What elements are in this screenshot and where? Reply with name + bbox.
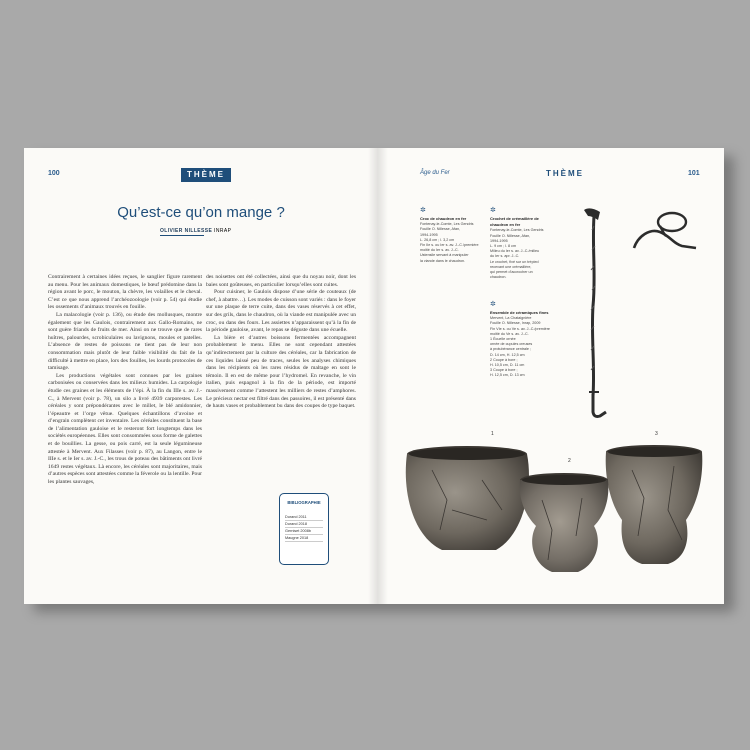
author-rule [160, 235, 204, 236]
right-page [378, 148, 724, 604]
caption-line: la viande dans le chaudron. [420, 258, 466, 263]
text-column-1 [48, 274, 202, 487]
caption-title: Crochet de crémaillère de chaudron en fer [490, 216, 539, 228]
caption-line: du Ier s. apr. J.-C. [490, 254, 520, 259]
book-gutter [368, 148, 388, 604]
page-title: Qu’est-ce qu’on mange ? [117, 204, 285, 221]
bibliography-item: Durand 2018 [285, 521, 323, 528]
bibliography-item: Durand 2011 [285, 514, 323, 521]
bibliography-item: Gerniset 2008b [285, 528, 323, 535]
caption-line: Le crochet, fixé sur un trépied [490, 259, 539, 264]
photo-label: 3 [655, 431, 658, 437]
caption-line: H. 10,5 cm, D. 11 cm [490, 363, 525, 368]
caption-line: à protubérance centrale ; [490, 347, 531, 352]
ceramics-photo [392, 440, 722, 590]
caption-line: Fouille O. Nillesse, Inrap, 2009 [490, 321, 541, 326]
caption-line: Ustensile servant à manipuler [420, 253, 469, 258]
caption-line: 2 Coupe à bore ; [490, 357, 518, 362]
bibliography-title: BIBLIOGRAPHIE [287, 500, 321, 505]
caption-line: ornée de cupules creuses [490, 342, 533, 347]
photo-label: 2 [568, 458, 571, 464]
bibliography-list [285, 514, 323, 542]
iron-crochet-image [630, 206, 700, 256]
text-column-2 [206, 274, 356, 411]
caption-line: Fin VIe s. ou Ve s. av. J.-C./première [490, 326, 550, 331]
theme-heading: THÈME [546, 169, 584, 178]
theme-badge: THÈME [181, 168, 231, 182]
caption-line: Mervent, La Chataignière [490, 316, 532, 321]
paragraph: des noisettes ont été collectées, ainsi que du noyau noir, dont les baies sont goûteuses, en particulier lorsqu’elles sont cuites. [206, 274, 356, 288]
caption-line: 1994-1995 [490, 238, 508, 243]
paragraph: La malacologie (voir p. 136), ou étude des mollusques, montre également que les Gaulois, contrairement aux Gallo-Romains, ne sont guère friands de fruits de mer. Ainsi on ne trouve que de rares huîtres, palourdes, scrobiculaires ou lavignons, moules et patelles. L’absence de restes de poissons ne tient pas de leur non consommation mais plutôt de leur faible visibilité du fait de la difficulté à mettre en place, lors des fouilles, les lourds protocoles de tamisage. [48, 311, 202, 372]
caption-line: Fontenay-le-Comte, Les Gendris [490, 228, 544, 233]
caption-line: 1994-1995 [420, 232, 438, 237]
paragraph: Contrairement à certaines idées reçues, le sanglier figure rarement au menu. Pour les animaux domestiques, le bœuf prédomine dans la région avant le porc, le mouton, la chèvre, les volailles et le cheval. C’est ce que nous apprend l’archéozoologie (voir p. 54) qui étudie les ossements d’animaux trouvés en fouille. [48, 274, 202, 311]
caption-line: Fin IIe s. ou Ier s. av. J.-C./première [420, 243, 479, 248]
star-icon: ✲ [420, 207, 426, 214]
caption-line: 3 Coupe à bore ; [490, 368, 518, 373]
caption-line: D. 14 cm, H. 12,5 cm [490, 352, 525, 357]
caption-line: L. 9 cm ; l. 8 cm [490, 244, 517, 249]
caption-title: Ensemble de céramiques fines [490, 310, 549, 315]
caption-line: Fouille O. Nillesse, Afan, [490, 233, 531, 238]
caption-line: moitié du Ier s. av. J.-C. [420, 248, 459, 253]
caption-line: chaudron. [490, 275, 507, 280]
caption-line: Fontenay-le-Comte, Les Gendris [420, 222, 474, 227]
caption-line: moitié du Ve s. av. J.-C. [490, 331, 529, 336]
paragraph: La bière et d’autres boissons fermentées accompagnent probablement le menu. Elles ne sont cependant attestées qu’indirectement par la culture des céréales, car la fabrication de ces liquides laissé peu de traces, seules les analyses chimiques dans les récipients où les rares résidus de maltage en sont le témoin. Il en est de même pour l’hydromel. En revanche, le vin italien, puis espagnol à la fin de la période, est importé massivement comme l’attestent les milliers de restes d’amphores. Le précieux nectar est filtré dans des passoires, il est présenté dans de hauts vases et probablement bu dans des coupes de type baquet. [206, 334, 356, 410]
author-affiliation: INRAP [214, 228, 232, 234]
photo-label: 1 [491, 431, 494, 437]
star-icon: ✲ [490, 301, 496, 308]
caption-2 [490, 216, 556, 280]
iron-hook-image [578, 206, 618, 426]
caption-line: Fouille O. Nillesse, Afan, [420, 227, 461, 232]
star-icon: ✲ [490, 207, 496, 214]
author [160, 228, 231, 234]
caption-line: Milieu du Ier s. av. J.-C./milieu [490, 249, 540, 254]
caption-line: H. 12,5 cm, D. 13 cm [490, 373, 525, 378]
caption-1 [420, 216, 484, 264]
caption-title: Croc de chaudron en fer [420, 216, 467, 221]
author-name: OLIVIER NILLESSE [160, 228, 213, 234]
running-head: Âge du Fer [420, 170, 450, 176]
page-number: 100 [48, 170, 60, 177]
paragraph: Pour cuisiner, le Gaulois dispose d’une série de couteaux (de chef, à abattre…). Les modes de cuisson sont variés : dans le foyer sur une plaque de terre cuite, dans des vases réservés à cet effet, sur des grils, dans le chaudron, où la viande est manipulée avec un croc, ou dans des fours. Les assiettes n’apparaissent qu’à la fin de la période gauloise, avant, le repas se déguste dans une écuelle. [206, 289, 356, 334]
paragraph: Les productions végétales sont connues par les graines carbonisées ou conservées dans les milieux humides. La carpologie étudie ces graines et les éléments de l’épi. À la fin du IIIe s. av. J.-C., à Mervent (voir p. 78), un silo a livré 4939 carporestes. Les céréales y sont prépondérantes avec le millet, le blé amidonnier, l’épeautre et l’orge vêtue. Quelques échantillons d’avoine et d’engrain complètent cet inventaire. Les céréales constituent la base de l’alimentation gauloise et le resteront fort longtemps dans les sociétés européennes. Elles sont consommées sous forme de galettes et de bouillies. La gesse, ou pois carré, est la seule légumineuse attestée à Mervent. Aux Filasses (voir p. 87), au Langon, entre le IIIe s. et le Ier s. av. J.-C., les trous de poteau des bâtiments ont livré 1649 restes végétaux. Là encore, les céréales sont majoritaires, mais d’autres espèces sont attestées comme la féverole ou la lentille. Pour les plantes sauvages, [48, 372, 202, 486]
left-page [24, 148, 378, 604]
caption-line: L. 26,8 cm ; l. 3,2 cm [420, 237, 455, 242]
caption-line: qui permet d’accrocher un [490, 270, 533, 275]
caption-line: 1 Écuelle ornée [490, 337, 516, 342]
bibliography-box [279, 493, 329, 565]
bibliography-item: Maugne 2018 [285, 535, 323, 542]
caption-line: recevant une crémaillère, [490, 264, 532, 269]
caption-3 [490, 310, 558, 379]
page-number: 101 [688, 170, 700, 177]
